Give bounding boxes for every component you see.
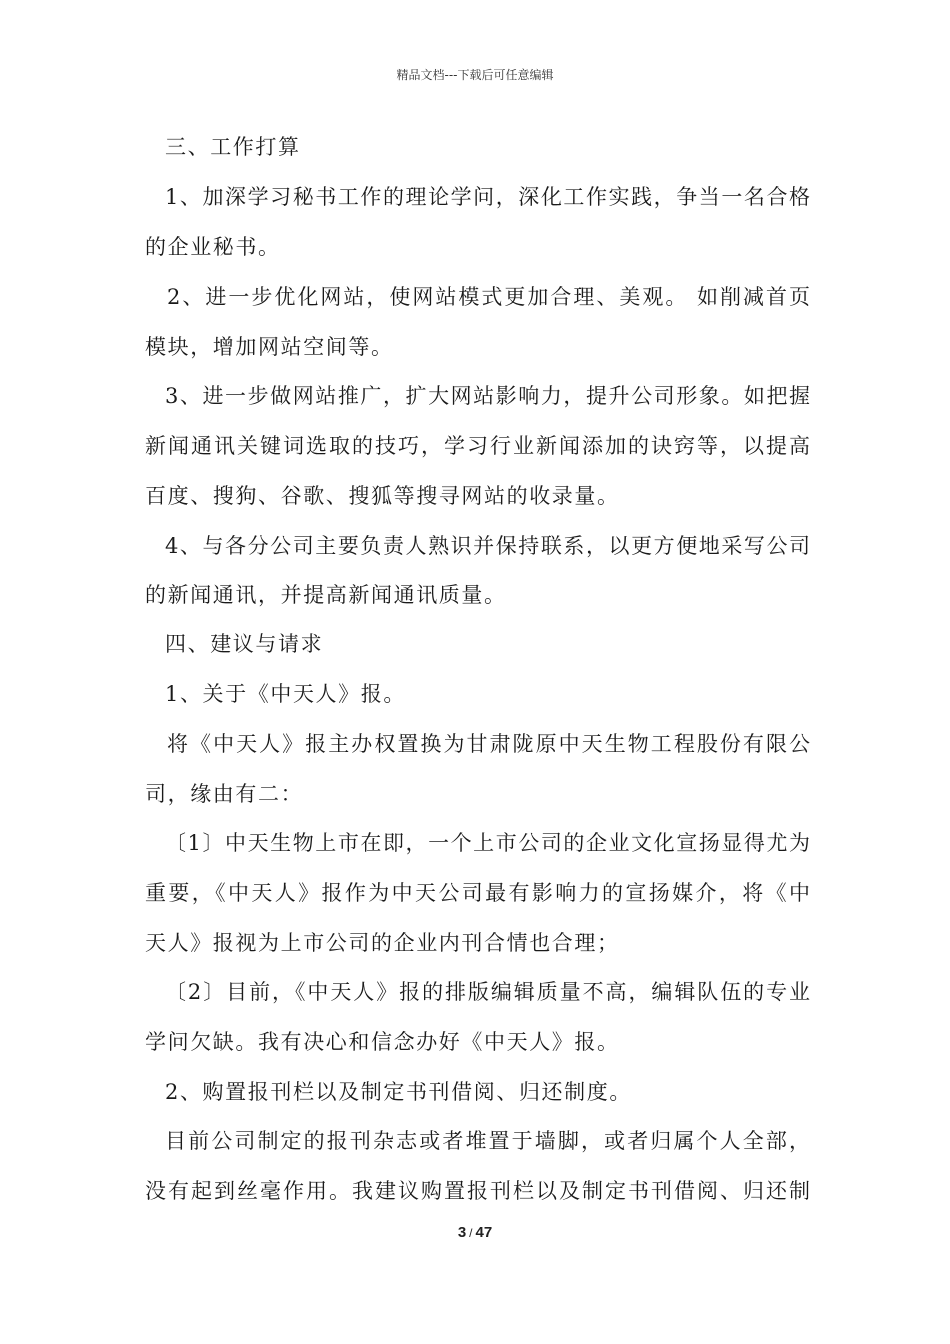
section-heading: 四、建议与请求 <box>165 632 324 656</box>
paragraph-line: 天人》报视为上市公司的企业内刊合情也合理； <box>145 931 620 955</box>
section-heading: 三、工作打算 <box>165 135 301 159</box>
page-separator: / <box>469 1226 473 1240</box>
paragraph-line: 百度、搜狗、谷歌、搜狐等搜寻网站的收录量。 <box>145 484 620 508</box>
paragraph-line: 将《中天人》报主办权置换为甘肃陇原中天生物工程股份有限公 <box>167 732 810 756</box>
page-number <box>0 1224 950 1241</box>
paragraph-line: 模块，增加网站空间等。 <box>145 335 394 359</box>
paragraph-line: 学问欠缺。我有决心和信念办好《中天人》报。 <box>145 1030 620 1054</box>
paragraph-line: 没有起到丝毫作用。我建议购置报刊栏以及制定书刊借阅、归还制 <box>145 1179 810 1203</box>
page-header: 精品文档---下载后可任意编辑 <box>396 68 554 82</box>
current-page: 3 <box>457 1224 467 1241</box>
paragraph-line: 2、购置报刊栏以及制定书刊借阅、归还制度。 <box>165 1080 632 1104</box>
paragraph-line: 〔2〕目前，《中天人》报的排版编辑质量不高，编辑队伍的专业 <box>165 980 810 1004</box>
paragraph-line: 2、进一步优化网站，使网站模式更加合理、美观。 如削减首页 <box>167 285 810 309</box>
paragraph-line: 4、与各分公司主要负责人熟识并保持联系，以更方便地采写公司 <box>165 534 810 558</box>
paragraph-line: 重要，《中天人》报作为中天公司最有影响力的宣扬媒介，将《中 <box>145 881 810 905</box>
total-pages: 47 <box>475 1224 493 1241</box>
paragraph-line: 1、关于《中天人》报。 <box>165 682 406 706</box>
paragraph-line: 的新闻通讯，并提高新闻通讯质量。 <box>145 583 507 607</box>
paragraph-line: 1、加深学习秘书工作的理论学问，深化工作实践，争当一名合格 <box>165 185 810 209</box>
paragraph-line: 目前公司制定的报刊杂志或者堆置于墙脚，或者归属个人全部， <box>165 1129 810 1153</box>
paragraph-line: 〔1〕中天生物上市在即，一个上市公司的企业文化宣扬显得尤为 <box>165 831 810 855</box>
paragraph-line: 司，缘由有二： <box>145 782 304 806</box>
paragraph-line: 3、进一步做网站推广，扩大网站影响力，提升公司形象。如把握 <box>165 384 810 408</box>
paragraph-line: 新闻通讯关键词选取的技巧，学习行业新闻添加的诀窍等，以提高 <box>145 434 810 458</box>
paragraph-line: 的企业秘书。 <box>145 235 281 259</box>
